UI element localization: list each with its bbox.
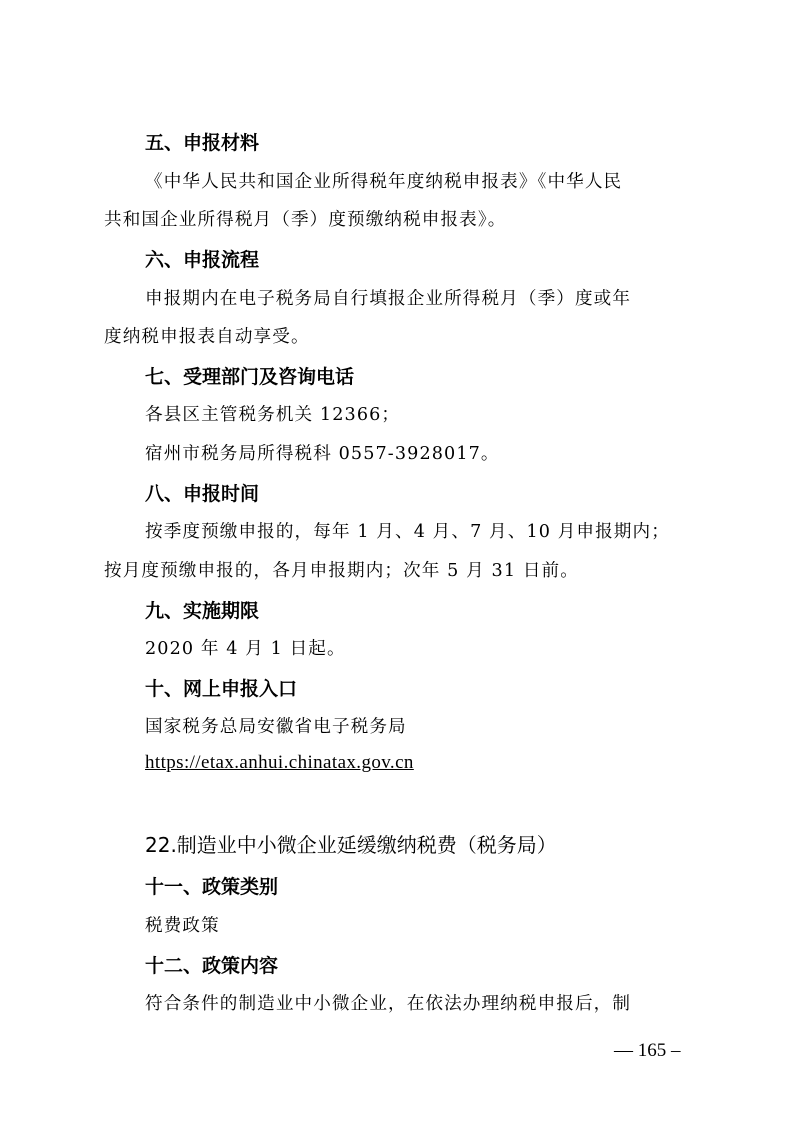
paragraph-line: 共和国企业所得税月（季）度预缴纳税申报表》。 — [104, 210, 507, 230]
policy-title: 22.制造业中小微企业延缓缴纳税费（税务局） — [145, 833, 557, 857]
heading-application-process: 六、申报流程 — [145, 249, 260, 271]
heading-policy-content: 十二、政策内容 — [145, 955, 279, 977]
paragraph-line: 度纳税申报表自动享受。 — [104, 327, 310, 347]
paragraph-line: 符合条件的制造业中小微企业，在依法办理纳税申报后，制 — [145, 994, 632, 1014]
etax-link[interactable]: https://etax.anhui.chinatax.gov.cn — [145, 752, 414, 773]
page-number: — 165 – — [614, 1040, 681, 1061]
paragraph-line: 按月度预缴申报的，各月申报期内；次年 5 月 31 日前。 — [104, 561, 579, 581]
heading-implementation-period: 九、实施期限 — [145, 600, 260, 622]
paragraph-line: 按季度预缴申报的，每年 1 月、4 月、7 月、10 月申报期内； — [145, 522, 670, 542]
paragraph-line: 2020 年 4 月 1 日起。 — [145, 639, 346, 659]
paragraph-line: 各县区主管税务机关 12366； — [145, 405, 401, 425]
heading-application-materials: 五、申报材料 — [145, 132, 260, 154]
paragraph-line: 税费政策 — [145, 916, 220, 936]
heading-departments-phone: 七、受理部门及咨询电话 — [145, 366, 355, 388]
heading-application-time: 八、申报时间 — [145, 483, 260, 505]
heading-policy-category: 十一、政策类别 — [145, 876, 279, 898]
paragraph-line: 《中华人民共和国企业所得税年度纳税申报表》《中华人民 — [145, 172, 623, 192]
heading-online-entry: 十、网上申报入口 — [145, 678, 298, 700]
paragraph-line: 申报期内在电子税务局自行填报企业所得税月（季）度或年 — [145, 289, 632, 309]
paragraph-line: 宿州市税务局所得税科 0557-3928017。 — [145, 444, 500, 464]
paragraph-line: 国家税务总局安徽省电子税务局 — [145, 717, 407, 737]
